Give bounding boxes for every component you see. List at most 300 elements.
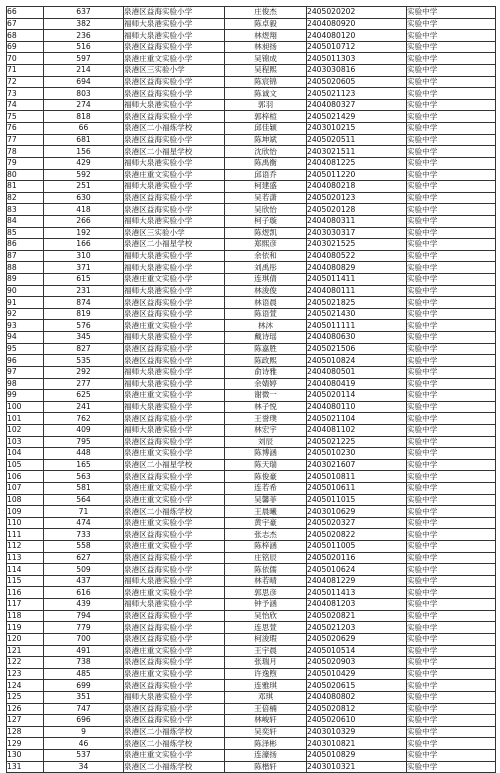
- table-row: [7, 494, 496, 506]
- admitted-school-cell: 实验中学: [407, 517, 496, 529]
- student-id-cell: 2404081229: [307, 575, 407, 587]
- student-name-cell: 林浚俊: [225, 285, 307, 297]
- exam-seat-cell: 485: [44, 668, 124, 680]
- student-id-cell: 2404081225: [307, 157, 407, 169]
- rank-cell: 66: [7, 7, 44, 19]
- exam-seat-cell: 474: [44, 517, 124, 529]
- student-name-cell: 陈俊豪: [225, 471, 307, 483]
- table-row: [7, 204, 496, 216]
- table-row: [7, 332, 496, 344]
- student-id-cell: 2405021429: [307, 111, 407, 123]
- student-name-cell: 许逸煦: [225, 668, 307, 680]
- admitted-school-cell: 实验中学: [407, 343, 496, 355]
- exam-seat-cell: 681: [44, 134, 124, 146]
- table-row: [7, 715, 496, 727]
- exam-seat-cell: 165: [44, 459, 124, 471]
- rank-cell: 120: [7, 633, 44, 645]
- student-id-cell: 2403010321: [307, 761, 407, 773]
- student-name-cell: 陈天瑞: [225, 459, 307, 471]
- rank-cell: 98: [7, 378, 44, 390]
- student-name-cell: 陈依儒: [225, 564, 307, 576]
- primary-school-cell: 泉港庄重文实验小学: [124, 53, 225, 65]
- student-name-cell: 郑熙彦: [225, 239, 307, 251]
- rank-cell: 103: [7, 436, 44, 448]
- table-row: [7, 680, 496, 692]
- table-row: [7, 65, 496, 77]
- exam-seat-cell: 696: [44, 715, 124, 727]
- primary-school-cell: 泉港区益海实验小学: [124, 633, 225, 645]
- student-id-cell: 2405020822: [307, 529, 407, 541]
- primary-school-cell: 泉港庄重文实验小学: [124, 320, 225, 332]
- table-row: [7, 390, 496, 402]
- admitted-school-cell: 实验中学: [407, 53, 496, 65]
- student-id-cell: 2405010811: [307, 471, 407, 483]
- rank-cell: 131: [7, 761, 44, 773]
- exam-seat-cell: 71: [44, 506, 124, 518]
- rank-cell: 88: [7, 262, 44, 274]
- table-row: [7, 53, 496, 65]
- student-name-cell: 余依和: [225, 250, 307, 262]
- table-row: [7, 517, 496, 529]
- student-name-cell: 张瑞月: [225, 657, 307, 669]
- student-id-cell: 2404080522: [307, 250, 407, 262]
- student-name-cell: 连琪倩: [225, 274, 307, 286]
- table-row: [7, 285, 496, 297]
- exam-seat-cell: 448: [44, 448, 124, 460]
- admitted-school-cell: 实验中学: [407, 227, 496, 239]
- table-row: [7, 575, 496, 587]
- primary-school-cell: 福师大泉港实验小学: [124, 332, 225, 344]
- rank-cell: 71: [7, 65, 44, 77]
- admitted-school-cell: 实验中学: [407, 541, 496, 553]
- table-row: [7, 7, 496, 19]
- admitted-school-cell: 实验中学: [407, 41, 496, 53]
- admitted-school-cell: 实验中学: [407, 761, 496, 773]
- rank-cell: 106: [7, 471, 44, 483]
- primary-school-cell: 福师大泉港实验小学: [124, 285, 225, 297]
- primary-school-cell: 泉港庄重文实验小学: [124, 750, 225, 762]
- admitted-school-cell: 实验中学: [407, 30, 496, 42]
- admitted-school-cell: 实验中学: [407, 680, 496, 692]
- student-id-cell: 2405020128: [307, 204, 407, 216]
- rank-cell: 72: [7, 76, 44, 88]
- student-name-cell: 陈坤斌: [225, 134, 307, 146]
- student-id-cell: 2403021525: [307, 239, 407, 251]
- student-id-cell: 2405020511: [307, 134, 407, 146]
- admitted-school-cell: 实验中学: [407, 413, 496, 425]
- student-name-cell: 陈语萱: [225, 308, 307, 320]
- student-name-cell: 吴馨菲: [225, 494, 307, 506]
- primary-school-cell: 泉港区二小福星学校: [124, 239, 225, 251]
- table-row: [7, 378, 496, 390]
- exam-seat-cell: 231: [44, 285, 124, 297]
- primary-school-cell: 泉港区益海实验小学: [124, 76, 225, 88]
- table-row: [7, 657, 496, 669]
- admitted-school-cell: 实验中学: [407, 448, 496, 460]
- rank-cell: 126: [7, 703, 44, 715]
- student-id-cell: 2405020327: [307, 517, 407, 529]
- table-row: [7, 436, 496, 448]
- exam-seat-cell: 762: [44, 413, 124, 425]
- admitted-school-cell: 实验中学: [407, 99, 496, 111]
- table-row: [7, 146, 496, 158]
- primary-school-cell: 泉港区益海实验小学: [124, 343, 225, 355]
- admitted-school-cell: 实验中学: [407, 657, 496, 669]
- admitted-school-cell: 实验中学: [407, 7, 496, 19]
- admitted-school-cell: 实验中学: [407, 424, 496, 436]
- admitted-school-cell: 实验中学: [407, 215, 496, 227]
- primary-school-cell: 泉港区益海实验小学: [124, 436, 225, 448]
- primary-school-cell: 泉港区益海实验小学: [124, 680, 225, 692]
- exam-seat-cell: 779: [44, 622, 124, 634]
- rank-cell: 101: [7, 413, 44, 425]
- admitted-school-cell: 实验中学: [407, 285, 496, 297]
- rank-cell: 124: [7, 680, 44, 692]
- rank-cell: 96: [7, 355, 44, 367]
- student-id-cell: 2405020821: [307, 610, 407, 622]
- student-name-cell: 陈政熙: [225, 355, 307, 367]
- rank-cell: 130: [7, 750, 44, 762]
- student-id-cell: 2404080501: [307, 366, 407, 378]
- primary-school-cell: 泉港区益海实验小学: [124, 134, 225, 146]
- student-id-cell: 2405021104: [307, 413, 407, 425]
- admitted-school-cell: 实验中学: [407, 564, 496, 576]
- admitted-school-cell: 实验中学: [407, 239, 496, 251]
- student-name-cell: 林语晨: [225, 297, 307, 309]
- admitted-school-cell: 实验中学: [407, 482, 496, 494]
- table-row: [7, 401, 496, 413]
- table-row: [7, 750, 496, 762]
- student-name-cell: 林若晴: [225, 575, 307, 587]
- student-id-cell: 2404081102: [307, 424, 407, 436]
- admitted-school-cell: 实验中学: [407, 204, 496, 216]
- primary-school-cell: 泉港庄重文实验小学: [124, 645, 225, 657]
- admitted-school-cell: 实验中学: [407, 459, 496, 471]
- rank-cell: 121: [7, 645, 44, 657]
- admitted-school-cell: 实验中学: [407, 529, 496, 541]
- exam-seat-cell: 597: [44, 53, 124, 65]
- admitted-school-cell: 实验中学: [407, 378, 496, 390]
- table-row: [7, 215, 496, 227]
- exam-seat-cell: 563: [44, 471, 124, 483]
- student-name-cell: 郭思彦: [225, 587, 307, 599]
- admitted-school-cell: 实验中学: [407, 111, 496, 123]
- rank-cell: 108: [7, 494, 44, 506]
- rank-cell: 113: [7, 552, 44, 564]
- exam-seat-cell: 700: [44, 633, 124, 645]
- primary-school-cell: 泉港区益海实验小学: [124, 529, 225, 541]
- rank-cell: 78: [7, 146, 44, 158]
- exam-seat-cell: 251: [44, 181, 124, 193]
- exam-seat-cell: 558: [44, 541, 124, 553]
- rank-cell: 90: [7, 285, 44, 297]
- rank-cell: 97: [7, 366, 44, 378]
- exam-seat-cell: 66: [44, 123, 124, 135]
- exam-seat-cell: 564: [44, 494, 124, 506]
- primary-school-cell: 泉港区益海实验小学: [124, 622, 225, 634]
- student-id-cell: 2404080419: [307, 378, 407, 390]
- student-id-cell: 2405021825: [307, 297, 407, 309]
- primary-school-cell: 泉港区益海实验小学: [124, 111, 225, 123]
- student-name-cell: 林峻轩: [225, 715, 307, 727]
- student-id-cell: 2405010611: [307, 482, 407, 494]
- exam-seat-cell: 192: [44, 227, 124, 239]
- student-name-cell: 沈欣怡: [225, 146, 307, 158]
- primary-school-cell: 福师大泉港实验小学: [124, 157, 225, 169]
- primary-school-cell: 泉港区益海实验小学: [124, 297, 225, 309]
- primary-school-cell: 泉港区益海实验小学: [124, 192, 225, 204]
- student-name-cell: 陈泽彬: [225, 738, 307, 750]
- admitted-school-cell: 实验中学: [407, 599, 496, 611]
- rank-cell: 92: [7, 308, 44, 320]
- rank-cell: 68: [7, 30, 44, 42]
- rank-cell: 76: [7, 123, 44, 135]
- student-id-cell: 2403010215: [307, 123, 407, 135]
- exam-seat-cell: 491: [44, 645, 124, 657]
- exam-seat-cell: 166: [44, 239, 124, 251]
- exam-seat-cell: 345: [44, 332, 124, 344]
- student-name-cell: 陈煜凯: [225, 227, 307, 239]
- exam-seat-cell: 429: [44, 157, 124, 169]
- primary-school-cell: 泉港区二小福炼学校: [124, 761, 225, 773]
- admitted-school-cell: 实验中学: [407, 390, 496, 402]
- rank-cell: 82: [7, 192, 44, 204]
- student-name-cell: 陈梓涵: [225, 541, 307, 553]
- primary-school-cell: 泉港区二小福炼学校: [124, 726, 225, 738]
- table-row: [7, 157, 496, 169]
- rank-cell: 80: [7, 169, 44, 181]
- primary-school-cell: 福师大泉港实验小学: [124, 366, 225, 378]
- rank-cell: 94: [7, 332, 44, 344]
- rank-cell: 81: [7, 181, 44, 193]
- primary-school-cell: 福师大泉港实验小学: [124, 181, 225, 193]
- primary-school-cell: 福师大泉港实验小学: [124, 250, 225, 262]
- rank-cell: 122: [7, 657, 44, 669]
- admitted-school-cell: 实验中学: [407, 622, 496, 634]
- exam-seat-cell: 819: [44, 308, 124, 320]
- exam-seat-cell: 803: [44, 88, 124, 100]
- rank-cell: 83: [7, 204, 44, 216]
- exam-seat-cell: 509: [44, 564, 124, 576]
- admitted-school-cell: 实验中学: [407, 192, 496, 204]
- rank-cell: 102: [7, 424, 44, 436]
- student-name-cell: 林宏宇: [225, 424, 307, 436]
- student-id-cell: 2404080311: [307, 215, 407, 227]
- table-row: [7, 250, 496, 262]
- primary-school-cell: 泉港区二小福炼学校: [124, 738, 225, 750]
- table-row: [7, 482, 496, 494]
- rank-cell: 117: [7, 599, 44, 611]
- student-name-cell: 柯子璇: [225, 215, 307, 227]
- table-row: [7, 726, 496, 738]
- student-name-cell: 林沐: [225, 320, 307, 332]
- student-name-cell: 吴奕轩: [225, 726, 307, 738]
- roster-body: [7, 7, 496, 773]
- table-row: [7, 308, 496, 320]
- rank-cell: 69: [7, 41, 44, 53]
- student-id-cell: 2404080630: [307, 332, 407, 344]
- rank-cell: 93: [7, 320, 44, 332]
- primary-school-cell: 福师大泉港实验小学: [124, 424, 225, 436]
- primary-school-cell: 泉港庄重文实验小学: [124, 541, 225, 553]
- rank-cell: 95: [7, 343, 44, 355]
- student-name-cell: 王晨曦: [225, 506, 307, 518]
- rank-cell: 119: [7, 622, 44, 634]
- student-id-cell: 2405010230: [307, 448, 407, 460]
- rank-cell: 127: [7, 715, 44, 727]
- exam-seat-cell: 34: [44, 761, 124, 773]
- student-id-cell: 2403010329: [307, 726, 407, 738]
- exam-seat-cell: 625: [44, 390, 124, 402]
- exam-seat-cell: 214: [44, 65, 124, 77]
- exam-seat-cell: 310: [44, 250, 124, 262]
- student-name-cell: 刘禹彤: [225, 262, 307, 274]
- student-id-cell: 2404080120: [307, 30, 407, 42]
- admitted-school-cell: 实验中学: [407, 250, 496, 262]
- student-name-cell: 连若希: [225, 482, 307, 494]
- exam-seat-cell: 9: [44, 726, 124, 738]
- exam-seat-cell: 694: [44, 76, 124, 88]
- student-id-cell: 2405010712: [307, 41, 407, 53]
- student-name-cell: 谢微一: [225, 390, 307, 402]
- primary-school-cell: 福师大泉港实验小学: [124, 18, 225, 30]
- primary-school-cell: 福师大泉港实验小学: [124, 401, 225, 413]
- primary-school-cell: 福师大泉港实验小学: [124, 30, 225, 42]
- rank-cell: 77: [7, 134, 44, 146]
- table-row: [7, 76, 496, 88]
- primary-school-cell: 泉港区益海实验小学: [124, 308, 225, 320]
- admitted-school-cell: 实验中学: [407, 726, 496, 738]
- admitted-school-cell: 实验中学: [407, 181, 496, 193]
- student-id-cell: 2404081203: [307, 599, 407, 611]
- admitted-school-cell: 实验中学: [407, 750, 496, 762]
- student-name-cell: 陈诚文: [225, 88, 307, 100]
- table-row: [7, 366, 496, 378]
- student-name-cell: 余婧婷: [225, 378, 307, 390]
- rank-cell: 87: [7, 250, 44, 262]
- student-id-cell: 2405011303: [307, 53, 407, 65]
- student-id-cell: 2405011015: [307, 494, 407, 506]
- primary-school-cell: 泉港区益海实验小学: [124, 703, 225, 715]
- student-name-cell: 王誉璞: [225, 413, 307, 425]
- table-row: [7, 111, 496, 123]
- student-id-cell: 2405020903: [307, 657, 407, 669]
- exam-seat-cell: 630: [44, 192, 124, 204]
- primary-school-cell: 泉港区二小福炼学校: [124, 506, 225, 518]
- rank-cell: 114: [7, 564, 44, 576]
- primary-school-cell: 泉港庄重文实验小学: [124, 274, 225, 286]
- student-name-cell: 陈嘉胜: [225, 343, 307, 355]
- rank-cell: 75: [7, 111, 44, 123]
- student-id-cell: 2405020114: [307, 390, 407, 402]
- student-id-cell: 2405021506: [307, 343, 407, 355]
- student-name-cell: 刘辰: [225, 436, 307, 448]
- student-id-cell: 2404080218: [307, 181, 407, 193]
- student-id-cell: 2405010429: [307, 668, 407, 680]
- rank-cell: 128: [7, 726, 44, 738]
- primary-school-cell: 泉港庄重文实验小学: [124, 482, 225, 494]
- admitted-school-cell: 实验中学: [407, 587, 496, 599]
- primary-school-cell: 泉港区益海实验小学: [124, 41, 225, 53]
- admission-roster-table: [6, 6, 496, 773]
- primary-school-cell: 泉港区二小福星学校: [124, 146, 225, 158]
- student-id-cell: 2405020116: [307, 552, 407, 564]
- student-id-cell: 2405020610: [307, 715, 407, 727]
- student-name-cell: 吴若潇: [225, 192, 307, 204]
- exam-seat-cell: 409: [44, 424, 124, 436]
- exam-seat-cell: 795: [44, 436, 124, 448]
- exam-seat-cell: 592: [44, 169, 124, 181]
- exam-seat-cell: 747: [44, 703, 124, 715]
- student-id-cell: 2404080110: [307, 401, 407, 413]
- table-row: [7, 541, 496, 553]
- exam-seat-cell: 874: [44, 297, 124, 309]
- rank-cell: 85: [7, 227, 44, 239]
- table-row: [7, 134, 496, 146]
- table-row: [7, 181, 496, 193]
- student-id-cell: 2404080920: [307, 18, 407, 30]
- admitted-school-cell: 实验中学: [407, 471, 496, 483]
- exam-seat-cell: 439: [44, 599, 124, 611]
- table-row: [7, 529, 496, 541]
- student-id-cell: 2405020629: [307, 633, 407, 645]
- table-row: [7, 424, 496, 436]
- rank-cell: 118: [7, 610, 44, 622]
- table-row: [7, 239, 496, 251]
- student-name-cell: 陈宸锦: [225, 76, 307, 88]
- student-id-cell: 2403010821: [307, 738, 407, 750]
- student-name-cell: 林子悦: [225, 401, 307, 413]
- student-id-cell: 2405021203: [307, 622, 407, 634]
- primary-school-cell: 泉港庄重文实验小学: [124, 587, 225, 599]
- student-id-cell: 2405010514: [307, 645, 407, 657]
- table-row: [7, 355, 496, 367]
- admitted-school-cell: 实验中学: [407, 274, 496, 286]
- student-id-cell: 2405010624: [307, 564, 407, 576]
- exam-seat-cell: 241: [44, 401, 124, 413]
- primary-school-cell: 泉港区益海实验小学: [124, 564, 225, 576]
- primary-school-cell: 泉港区益海实验小学: [124, 7, 225, 19]
- table-row: [7, 564, 496, 576]
- admitted-school-cell: 实验中学: [407, 123, 496, 135]
- exam-seat-cell: 292: [44, 366, 124, 378]
- student-name-cell: 庄铭辰: [225, 552, 307, 564]
- rank-cell: 116: [7, 587, 44, 599]
- student-id-cell: 2403021607: [307, 459, 407, 471]
- student-id-cell: 2405011005: [307, 541, 407, 553]
- student-id-cell: 2405011220: [307, 169, 407, 181]
- student-id-cell: 2405020123: [307, 192, 407, 204]
- admitted-school-cell: 实验中学: [407, 65, 496, 77]
- admitted-school-cell: 实验中学: [407, 575, 496, 587]
- rank-cell: 107: [7, 482, 44, 494]
- admitted-school-cell: 实验中学: [407, 297, 496, 309]
- student-id-cell: 2405020615: [307, 680, 407, 692]
- student-name-cell: 戴诗瑶: [225, 332, 307, 344]
- primary-school-cell: 福师大泉港实验小学: [124, 262, 225, 274]
- student-name-cell: 陈禹衡: [225, 157, 307, 169]
- student-name-cell: 庄俊杰: [225, 7, 307, 19]
- student-name-cell: 吴欣怡: [225, 204, 307, 216]
- table-row: [7, 192, 496, 204]
- exam-seat-cell: 516: [44, 41, 124, 53]
- exam-seat-cell: 637: [44, 7, 124, 19]
- rank-cell: 84: [7, 215, 44, 227]
- table-row: [7, 99, 496, 111]
- primary-school-cell: 泉港区二小福炼学校: [124, 123, 225, 135]
- student-name-cell: 吴程熙: [225, 65, 307, 77]
- table-row: [7, 691, 496, 703]
